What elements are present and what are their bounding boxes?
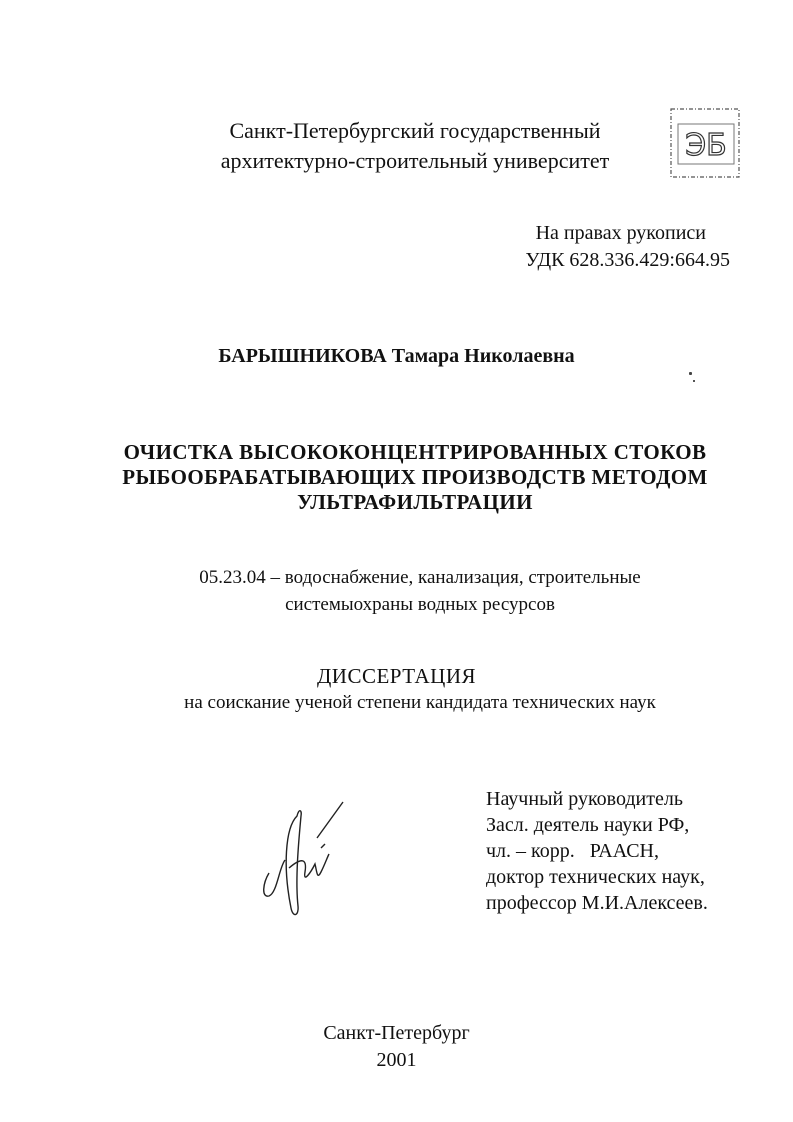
manuscript-block	[480, 220, 730, 274]
title-line-3: УЛЬТРАФИЛЬТРАЦИИ	[297, 490, 533, 514]
manuscript-rights: На правах рукописи	[535, 222, 706, 244]
supervisor-line-2: Засл. деятель науки РФ,	[486, 814, 690, 836]
stamp-text: ЭБ	[685, 128, 727, 163]
university-line-2: архитектурно-строительный университет	[220, 148, 610, 173]
specialty-line-2: системыохраны водных ресурсов	[285, 594, 555, 615]
scan-speck	[689, 372, 692, 375]
specialty-line-1: 05.23.04 – водоснабжение, канализация, строительные	[199, 567, 641, 588]
handwritten-signature	[255, 798, 355, 923]
udc-code: УДК 628.336.429:664.95	[525, 249, 730, 271]
university-name	[195, 116, 635, 176]
specialty	[140, 564, 700, 618]
dissertation-label: ДИССЕРТАЦИЯ	[316, 664, 477, 688]
supervisor-line-3: чл. – корр. РААСН,	[486, 840, 659, 862]
supervisor-block	[486, 786, 766, 916]
title-line-2: РЫБООБРАБАТЫВАЮЩИХ ПРОИЗВОДСТВ МЕТОДОМ	[122, 465, 708, 489]
footer-year: 2001	[376, 1049, 417, 1071]
thesis-title	[105, 440, 725, 515]
dissertation-subtitle: на соискание ученой степени кандидата технических наук	[184, 692, 656, 713]
supervisor-line-5: профессор М.И.Алексеев.	[486, 892, 708, 914]
supervisor-line-4: доктор технических наук,	[486, 866, 705, 888]
scan-speck	[693, 380, 695, 382]
library-stamp	[668, 106, 742, 180]
supervisor-line-1: Научный руководитель	[486, 788, 683, 810]
university-line-1: Санкт-Петербургский государственный	[229, 118, 601, 143]
footer-city: Санкт-Петербург	[323, 1022, 470, 1044]
author-name: БАРЫШНИКОВА Тамара Николаевна	[218, 345, 575, 367]
footer	[0, 1020, 793, 1074]
title-line-1: ОЧИСТКА ВЫСОКОКОНЦЕНТРИРОВАННЫХ СТОКОВ	[123, 440, 707, 464]
